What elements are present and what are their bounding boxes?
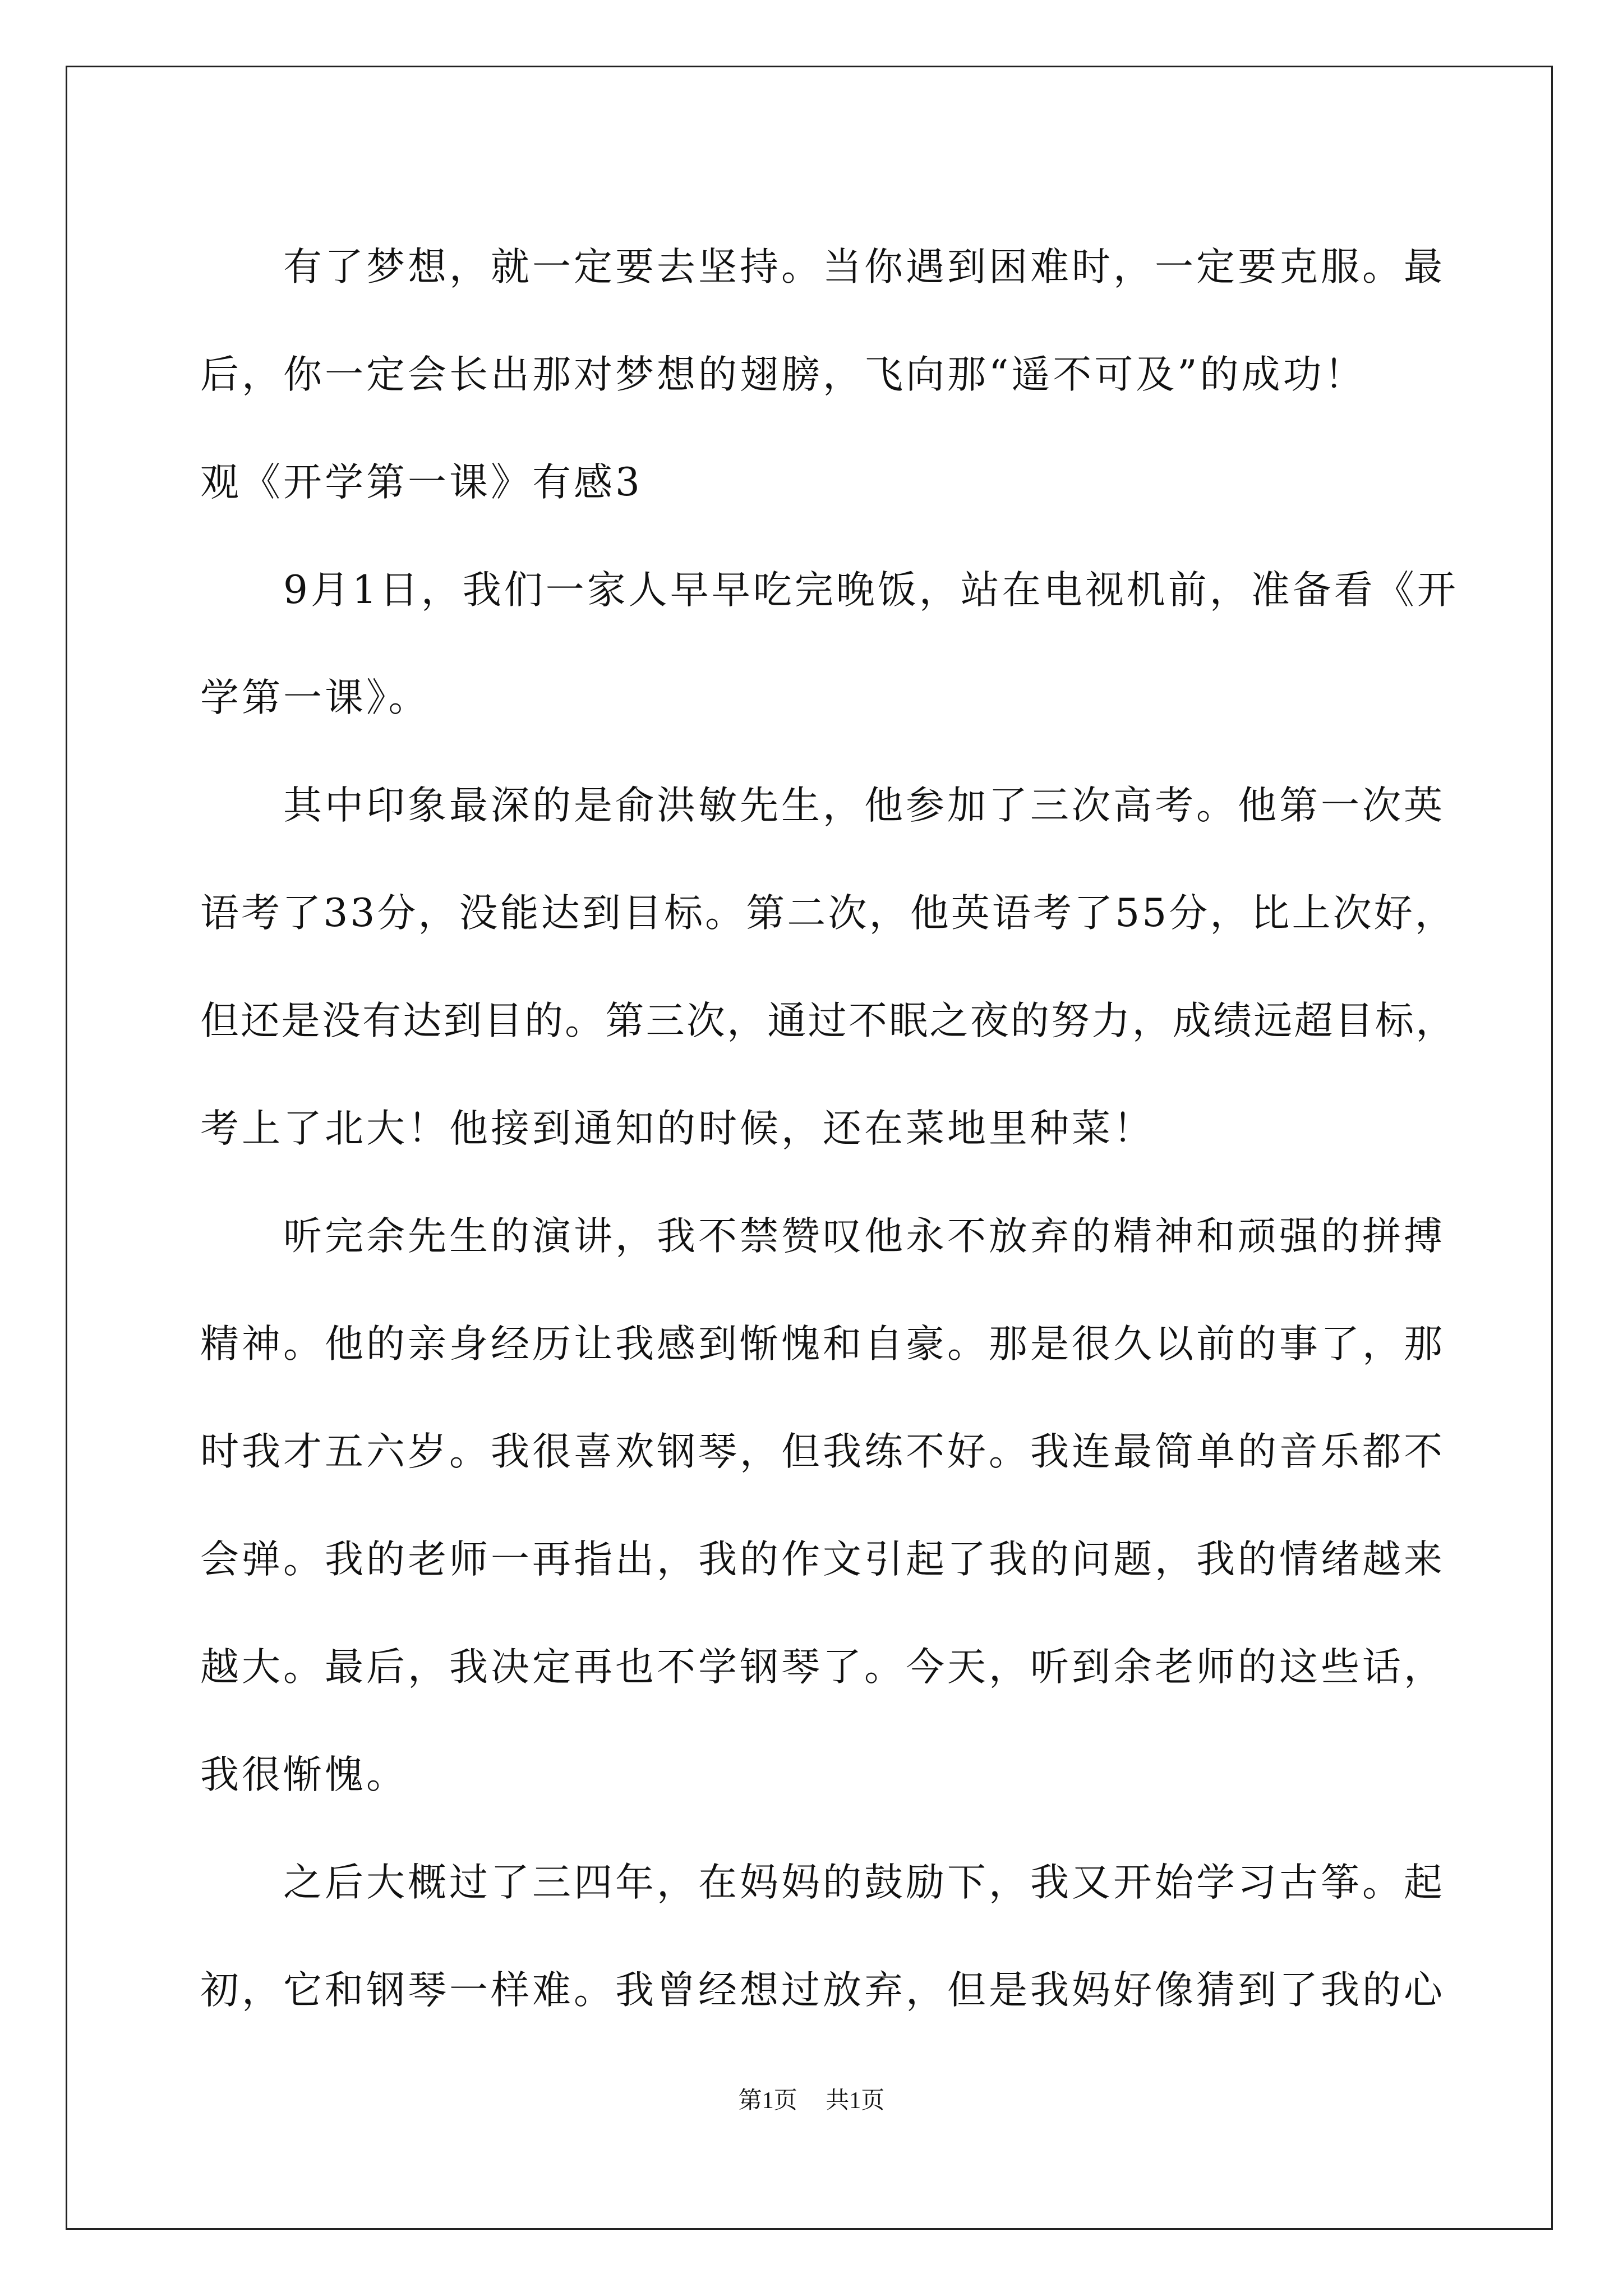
document-body bbox=[200, 213, 1465, 2044]
paragraph-line: 初，它和钢琴一样难。我曾经想过放弃，但是我妈好像猜到了我的心 bbox=[200, 1968, 1445, 2013]
paragraph-line: 听完余先生的演讲，我不禁赞叹他永不放弃的精神和顽强的拼搏 bbox=[283, 1214, 1445, 1259]
paragraph-line: 语考了33分，没能达到目标。第二次，他英语考了55分，比上次好， bbox=[200, 891, 1456, 936]
page-number-current: 第1页 bbox=[738, 2088, 797, 2114]
paragraph-line: 时我才五六岁。我很喜欢钢琴，但我练不好。我连最简单的音乐都不 bbox=[200, 1429, 1445, 1474]
paragraph-line: 但还是没有达到目的。第三次，通过不眠之夜的努力，成绩远超目标， bbox=[200, 999, 1456, 1043]
paragraph-line: 后，你一定会长出那对梦想的翅膀，飞向那“遥不可及”的成功！ bbox=[200, 352, 1366, 397]
paragraph-line: 其中印象最深的是俞洪敏先生，他参加了三次高考。他第一次英 bbox=[283, 783, 1445, 828]
paragraph-line: 越大。最后，我决定再也不学钢琴了。今天，听到余老师的这些话， bbox=[200, 1645, 1445, 1690]
paragraph-line: 9月1日，我们一家人早早吃完晚饭，站在电视机前，准备看《开 bbox=[283, 568, 1459, 613]
paragraph-line: 会弹。我的老师一再指出，我的作文引起了我的问题，我的情绪越来 bbox=[200, 1537, 1445, 1582]
page-footer bbox=[0, 2084, 1623, 2118]
paragraph-line: 精神。他的亲身经历让我感到惭愧和自豪。那是很久以前的事了，那 bbox=[200, 1322, 1445, 1366]
paragraph-line: 有了梦想，就一定要去坚持。当你遇到困难时，一定要克服。最 bbox=[283, 245, 1445, 289]
paragraph-line: 学第一课》。 bbox=[200, 675, 430, 720]
paragraph-line: 我很惭愧。 bbox=[200, 1752, 408, 1797]
paragraph-line: 考上了北大！他接到通知的时候，还在菜地里种菜！ bbox=[200, 1106, 1155, 1151]
page-number-total: 共1页 bbox=[826, 2088, 885, 2114]
paragraph-line: 之后大概过了三四年，在妈妈的鼓励下，我又开始学习古筝。起 bbox=[283, 1860, 1445, 1905]
section-heading: 观《开学第一课》有感3 bbox=[200, 460, 643, 505]
